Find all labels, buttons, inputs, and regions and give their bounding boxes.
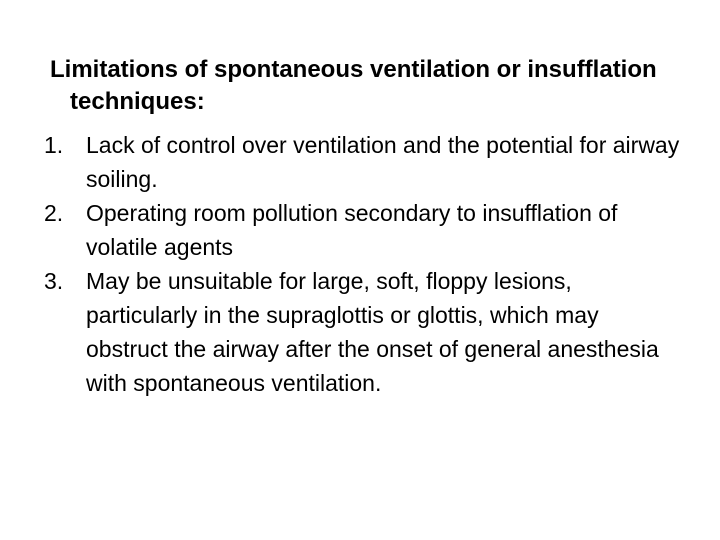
limitations-list [44,128,684,400]
list-item-number: 1. [44,132,64,158]
list-item-text: May be unsuitable for large, soft, floppy lesions, particularly in the supraglottis or glottis, which may obstruct the airway after the onset of general anesthesia with spontaneous ventilation. [86,268,659,396]
list-item-number: 2. [44,200,64,226]
list-item-text: Operating room pollution secondary to insufflation of volatile agents [86,200,618,260]
list-item-text: Lack of control over ventilation and the potential for airway soiling. [86,132,680,192]
list-item [44,128,684,196]
slide-heading: Limitations of spontaneous ventilation or insufflation techniques: [50,56,657,115]
list-item-number: 3. [44,268,64,294]
list-item [44,264,684,400]
list-item [44,196,684,264]
